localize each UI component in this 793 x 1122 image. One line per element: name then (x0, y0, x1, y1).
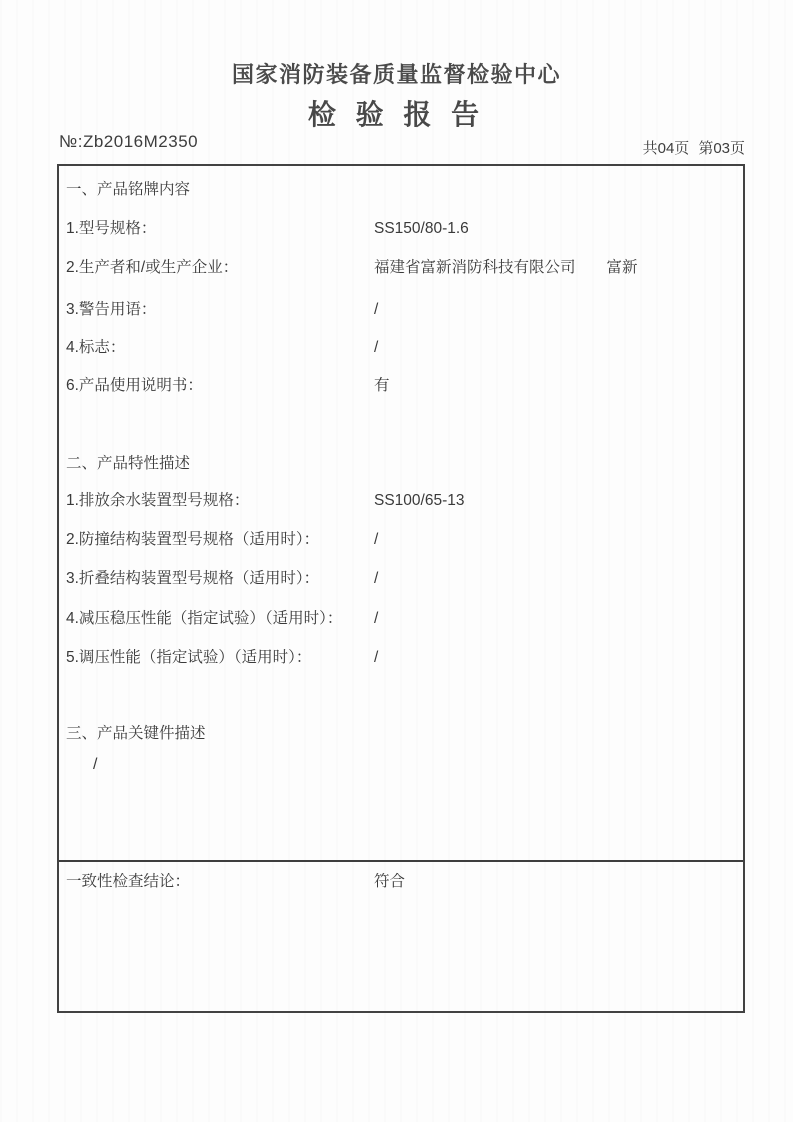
form-row (66, 491, 736, 510)
field-value: SS100/65-13 (374, 492, 465, 509)
field-value: / (374, 301, 379, 318)
form-row (66, 648, 736, 667)
field-label: 5.调压性能（指定试验）（适用时）： (66, 649, 312, 666)
field-value: / (374, 610, 379, 627)
field-label: 3.折叠结构装置型号规格（适用时）： (66, 570, 320, 587)
conclusion-label: 一致性检查结论： (66, 873, 191, 890)
form-row (66, 338, 736, 357)
section-2-title: 二、产品特性描述 (66, 455, 191, 472)
form-border (57, 164, 745, 1013)
form-row (66, 569, 736, 588)
form-row (66, 609, 736, 628)
field-value: / (374, 570, 379, 587)
form-row (66, 300, 736, 319)
field-label: 4.标志： (66, 339, 126, 356)
field-value: / (374, 339, 379, 356)
form-row (66, 219, 736, 238)
form-row (66, 530, 736, 549)
field-label: 1.型号规格： (66, 220, 157, 237)
org-title: 国家消防装备质量监督检验中心 (231, 62, 561, 87)
conclusion-value: 符合 (374, 873, 406, 890)
field-value: 有 (374, 377, 390, 394)
field-label: 2.防撞结构装置型号规格（适用时）： (66, 531, 320, 548)
conclusion-row (66, 872, 736, 891)
pages-current: 第03页 (698, 140, 745, 157)
report-title: 检 验 报 告 (307, 99, 486, 130)
field-value: SS150/80-1.6 (374, 220, 469, 237)
field-label: 6.产品使用说明书： (66, 377, 203, 394)
pages-total: 共04页 (642, 140, 690, 157)
field-label: 1.排放余水装置型号规格： (66, 492, 250, 509)
page-indicator (643, 137, 745, 158)
field-value: / (374, 531, 379, 548)
conclusion-divider (59, 860, 743, 862)
field-value: 福建省富新消防科技有限公司 富新 (374, 259, 638, 276)
field-value: / (374, 649, 379, 666)
section-1-title: 一、产品铭牌内容 (66, 181, 191, 198)
form-row (66, 376, 736, 395)
field-label: 2.生产者和/或生产企业： (66, 259, 239, 276)
report-number: №:Zb2016M2350 (59, 132, 199, 151)
section-3-title: 三、产品关键件描述 (66, 725, 206, 742)
field-label: 3.警告用语： (66, 301, 157, 318)
section-3-content: / (93, 756, 98, 773)
form-row (66, 258, 736, 277)
field-label: 4.减压稳压性能（指定试验）（适用时）： (66, 610, 343, 627)
